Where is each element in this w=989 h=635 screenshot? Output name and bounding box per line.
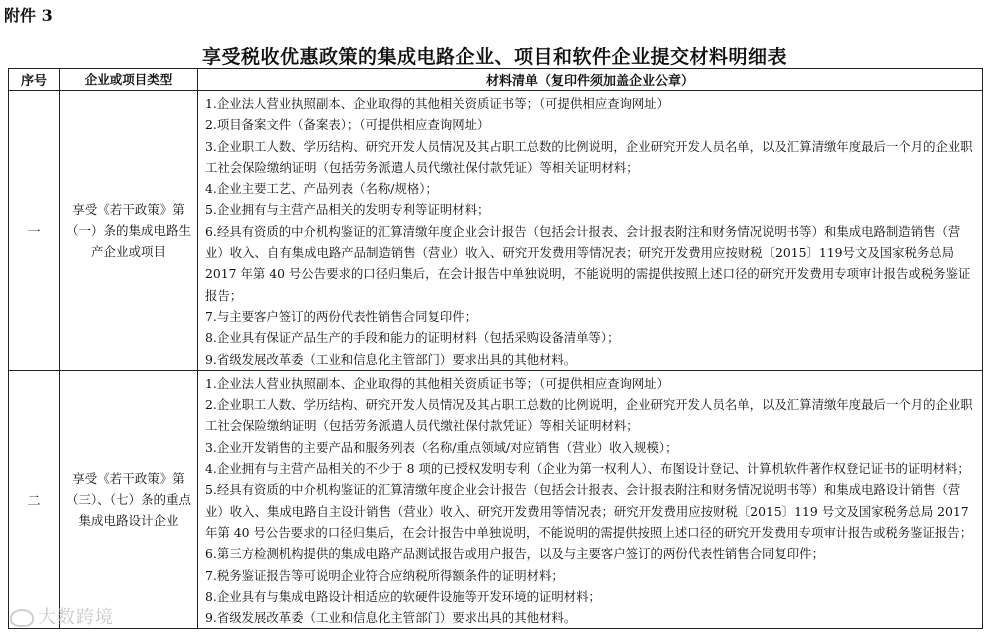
- watermark-text: 大数跨境: [38, 607, 114, 628]
- table-header-row: [9, 69, 983, 91]
- list-item: 3.企业职工人数、学历结构、研究开发人员情况及其占职工总数的比例说明，企业研究开发人员名单，以及汇算清缴年度最后一个月的企业职工社会保险缴纳证明（包括劳务派遣人员代缴社保付款凭证）等相关证明材料；: [205, 138, 973, 175]
- list-item: 6.第三方检测机构提供的集成电路产品测试报告或用户报告，以及与主要客户签订的两份代表性销售合同复印件；: [205, 546, 824, 562]
- row-number: 二: [9, 370, 60, 629]
- list-item: 4.企业拥有与主营产品相关的不少于 8 项的已授权发明专利（企业为第一权利人）、布图设计登记、计算机软件著作权登记证书的证明材料；: [205, 461, 970, 477]
- list-item: 7.税务鉴证报告等可说明企业符合应纳税所得额条件的证明材料；: [205, 567, 564, 583]
- row-number: 一: [9, 91, 60, 371]
- attachment-label: 附件 3: [4, 6, 53, 25]
- header-no: 序号: [9, 69, 60, 91]
- table-row: [9, 91, 983, 371]
- header-materials: 材料清单（复印件须加盖企业公章）: [198, 69, 983, 91]
- list-item: 2.项目备案文件（备案表）；（可提供相应查询网址）: [205, 117, 490, 133]
- list-item: 7.与主要客户签订的两份代表性销售合同复印件；: [205, 308, 478, 324]
- watermark: [10, 603, 114, 629]
- materials-list: [198, 370, 983, 629]
- list-item: 3.企业开发销售的主要产品和服务列表（名称/重点领域/对应销售（营业）收入规模）；: [205, 439, 678, 455]
- list-item: 9.省级发展改革委（工业和信息化主管部门）要求出具的其他材料。: [205, 351, 577, 367]
- materials-list: [198, 91, 983, 371]
- list-item: 8.企业具有保证产品生产的手段和能力的证明材料（包括采购设备清单等）；: [205, 330, 620, 346]
- list-item: 1.企业法人营业执照副本、企业取得的其他相关资质证书等；（可提供相应查询网址）: [205, 96, 670, 111]
- list-item: 2.企业职工人数、学历结构、研究开发人员情况及其占职工总数的比例说明，企业研究开发人员名单，以及汇算清缴年度最后一个月的企业职工社会保险缴纳证明（包括劳务派遣人员代缴社保付款凭证）等相关证明材料；: [205, 397, 973, 434]
- row-type: 享受《若干政策》第（三）、（七）条的重点集成电路设计企业: [60, 370, 198, 629]
- list-item: 5.经具有资质的中介机构鉴证的汇算清缴年度企业会计报告（包括会计报表、会计报表附注和财务情况说明书等）和集成电路设计销售（营业）收入、集成电路自主设计销售（营业）收入、研究开发费用等情况表；研究开发费用应按财税〔2015〕119 号文及国家税务总局 2017 年第 40 号公告要求的口径归集后，在会计报告中单独说明，不能说明的需提供按照上述口径的研究开发费用专项审计报告或税务鉴证报告；: [205, 482, 973, 540]
- header-type: 企业或项目类型: [60, 69, 198, 91]
- table-row: [9, 370, 983, 629]
- row-type: 享受《若干政策》第（一）条的集成电路生产企业或项目: [60, 91, 198, 371]
- list-item: 8.企业具有与集成电路设计相适应的软硬件设施等开发环境的证明材料；: [205, 588, 601, 604]
- materials-table: [8, 68, 983, 629]
- list-item: 5.企业拥有与主营产品相关的发明专利等证明材料；: [205, 202, 490, 218]
- list-item: 1.企业法人营业执照副本、企业取得的其他相关资质证书等；（可提供相应查询网址）: [205, 375, 670, 391]
- watermark-logo-icon: [10, 609, 34, 627]
- document-title: 享受税收优惠政策的集成电路企业、项目和软件企业提交材料明细表: [201, 46, 787, 68]
- list-item: 6.经具有资质的中介机构鉴证的汇算清缴年度企业会计报告（包括会计报表、会计报表附注和财务情况说明书等）和集成电路制造销售（营业）收入、自有集成电路产品制造销售（营业）收入、研究开发费用等情况表；研究开发费用应按财税〔2015〕119号文及国家税务总局 2017 年第 40 号公告要求的口径归集后，在会计报告中单独说明，不能说明的需提供按照上述口径的研究开发费用专项审计报告或税务鉴证报告；: [205, 223, 971, 303]
- list-item: 4.企业主要工艺、产品列表（名称/规格）；: [205, 181, 438, 197]
- list-item: 9.省级发展改革委（工业和信息化主管部门）要求出具的其他材料。: [205, 610, 577, 626]
